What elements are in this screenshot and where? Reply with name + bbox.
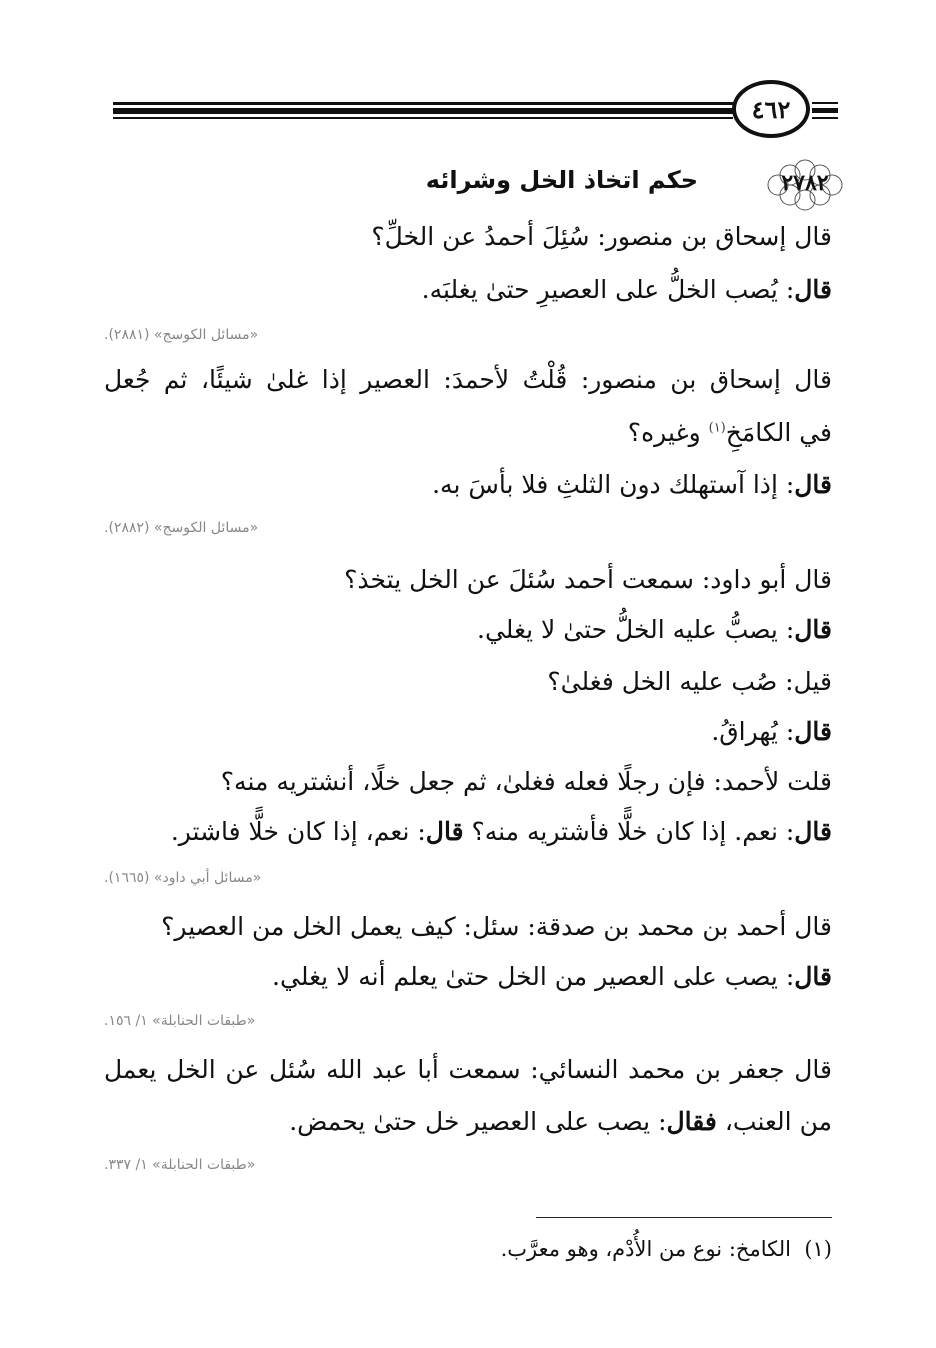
text-line-5: قال: إذا آستهلك دون الثلثِ فلا بأسَ به. xyxy=(432,470,832,499)
text-line-13: قال: يصب على العصير من الخل حتىٰ يعلم أنه لا يغلي. xyxy=(272,962,832,991)
text-line-11: قال: نعم. إذا كان خلًّا فأشتريه منه؟ قال: نعم، إذا كان خلًّا فاشتر. xyxy=(170,817,832,846)
text-line-10: قلت لأحمد: فإن رجلًا فعله فغلىٰ، ثم جعل خلًا، أنشتريه منه؟ xyxy=(220,767,832,796)
footnote-divider xyxy=(536,1217,832,1218)
text-line-12: قال أحمد بن محمد بن صدقة: سئل: كيف يعمل الخل من العصير؟ xyxy=(161,912,832,941)
footnote: (١) الكامخ: نوع من الأُدْم، وهو معرَّب. xyxy=(500,1237,832,1261)
text-line-14: قال جعفر بن محمد النسائي: سمعت أبا عبد الله سُئل عن الخل يعمل xyxy=(104,1055,832,1084)
source-citation-1: «مسائل الكوسج» (٢٨٨١). xyxy=(104,327,259,343)
text-line-7: قال: يصبُّ عليه الخلُّ حتىٰ لا يغلي. xyxy=(477,615,832,644)
footnote-ref[interactable]: (١) xyxy=(708,420,726,436)
text-line-2: قال: يُصب الخلُّ على العصيرِ حتىٰ يغلبَه. xyxy=(421,275,832,304)
source-citation-2: «مسائل الكوسج» (٢٨٨٢). xyxy=(104,520,259,536)
text-line-8: قيل: صُب عليه الخل فغلىٰ؟ xyxy=(547,667,832,696)
page-number: ٤٦٢ xyxy=(732,80,810,138)
text-line-3: قال إسحاق بن منصور: قُلْتُ لأحمدَ: العصير إذا غلىٰ شيئًا، ثم جُعل xyxy=(104,365,832,394)
text-line-6: قال أبو داود: سمعت أحمد سُئلَ عن الخل يتخذ؟ xyxy=(344,565,832,594)
text-line-15: من العنب، فقال: يصب على العصير خل حتىٰ يحمض. xyxy=(289,1107,832,1136)
text-line-1: قال إسحاق بن منصور: سُئِلَ أحمدُ عن الخلِّ؟ xyxy=(371,222,832,251)
source-citation-5: «طبقات الحنابلة» ١/ ٣٣٧. xyxy=(104,1157,256,1173)
text-line-4: في الكامَخِ$^{(١)}$ وغيره؟ xyxy=(627,418,832,447)
section-title: حكم اتخاذ الخل وشرائه xyxy=(425,166,698,194)
entry-number: ٢٧٨٢ xyxy=(781,170,829,196)
source-citation-4: «طبقات الحنابلة» ١/ ١٥٦. xyxy=(104,1013,256,1029)
text-line-9: قال: يُهراقُ. xyxy=(711,717,832,746)
source-citation-3: «مسائل أبي داود» (١٦٦٥). xyxy=(104,870,262,886)
